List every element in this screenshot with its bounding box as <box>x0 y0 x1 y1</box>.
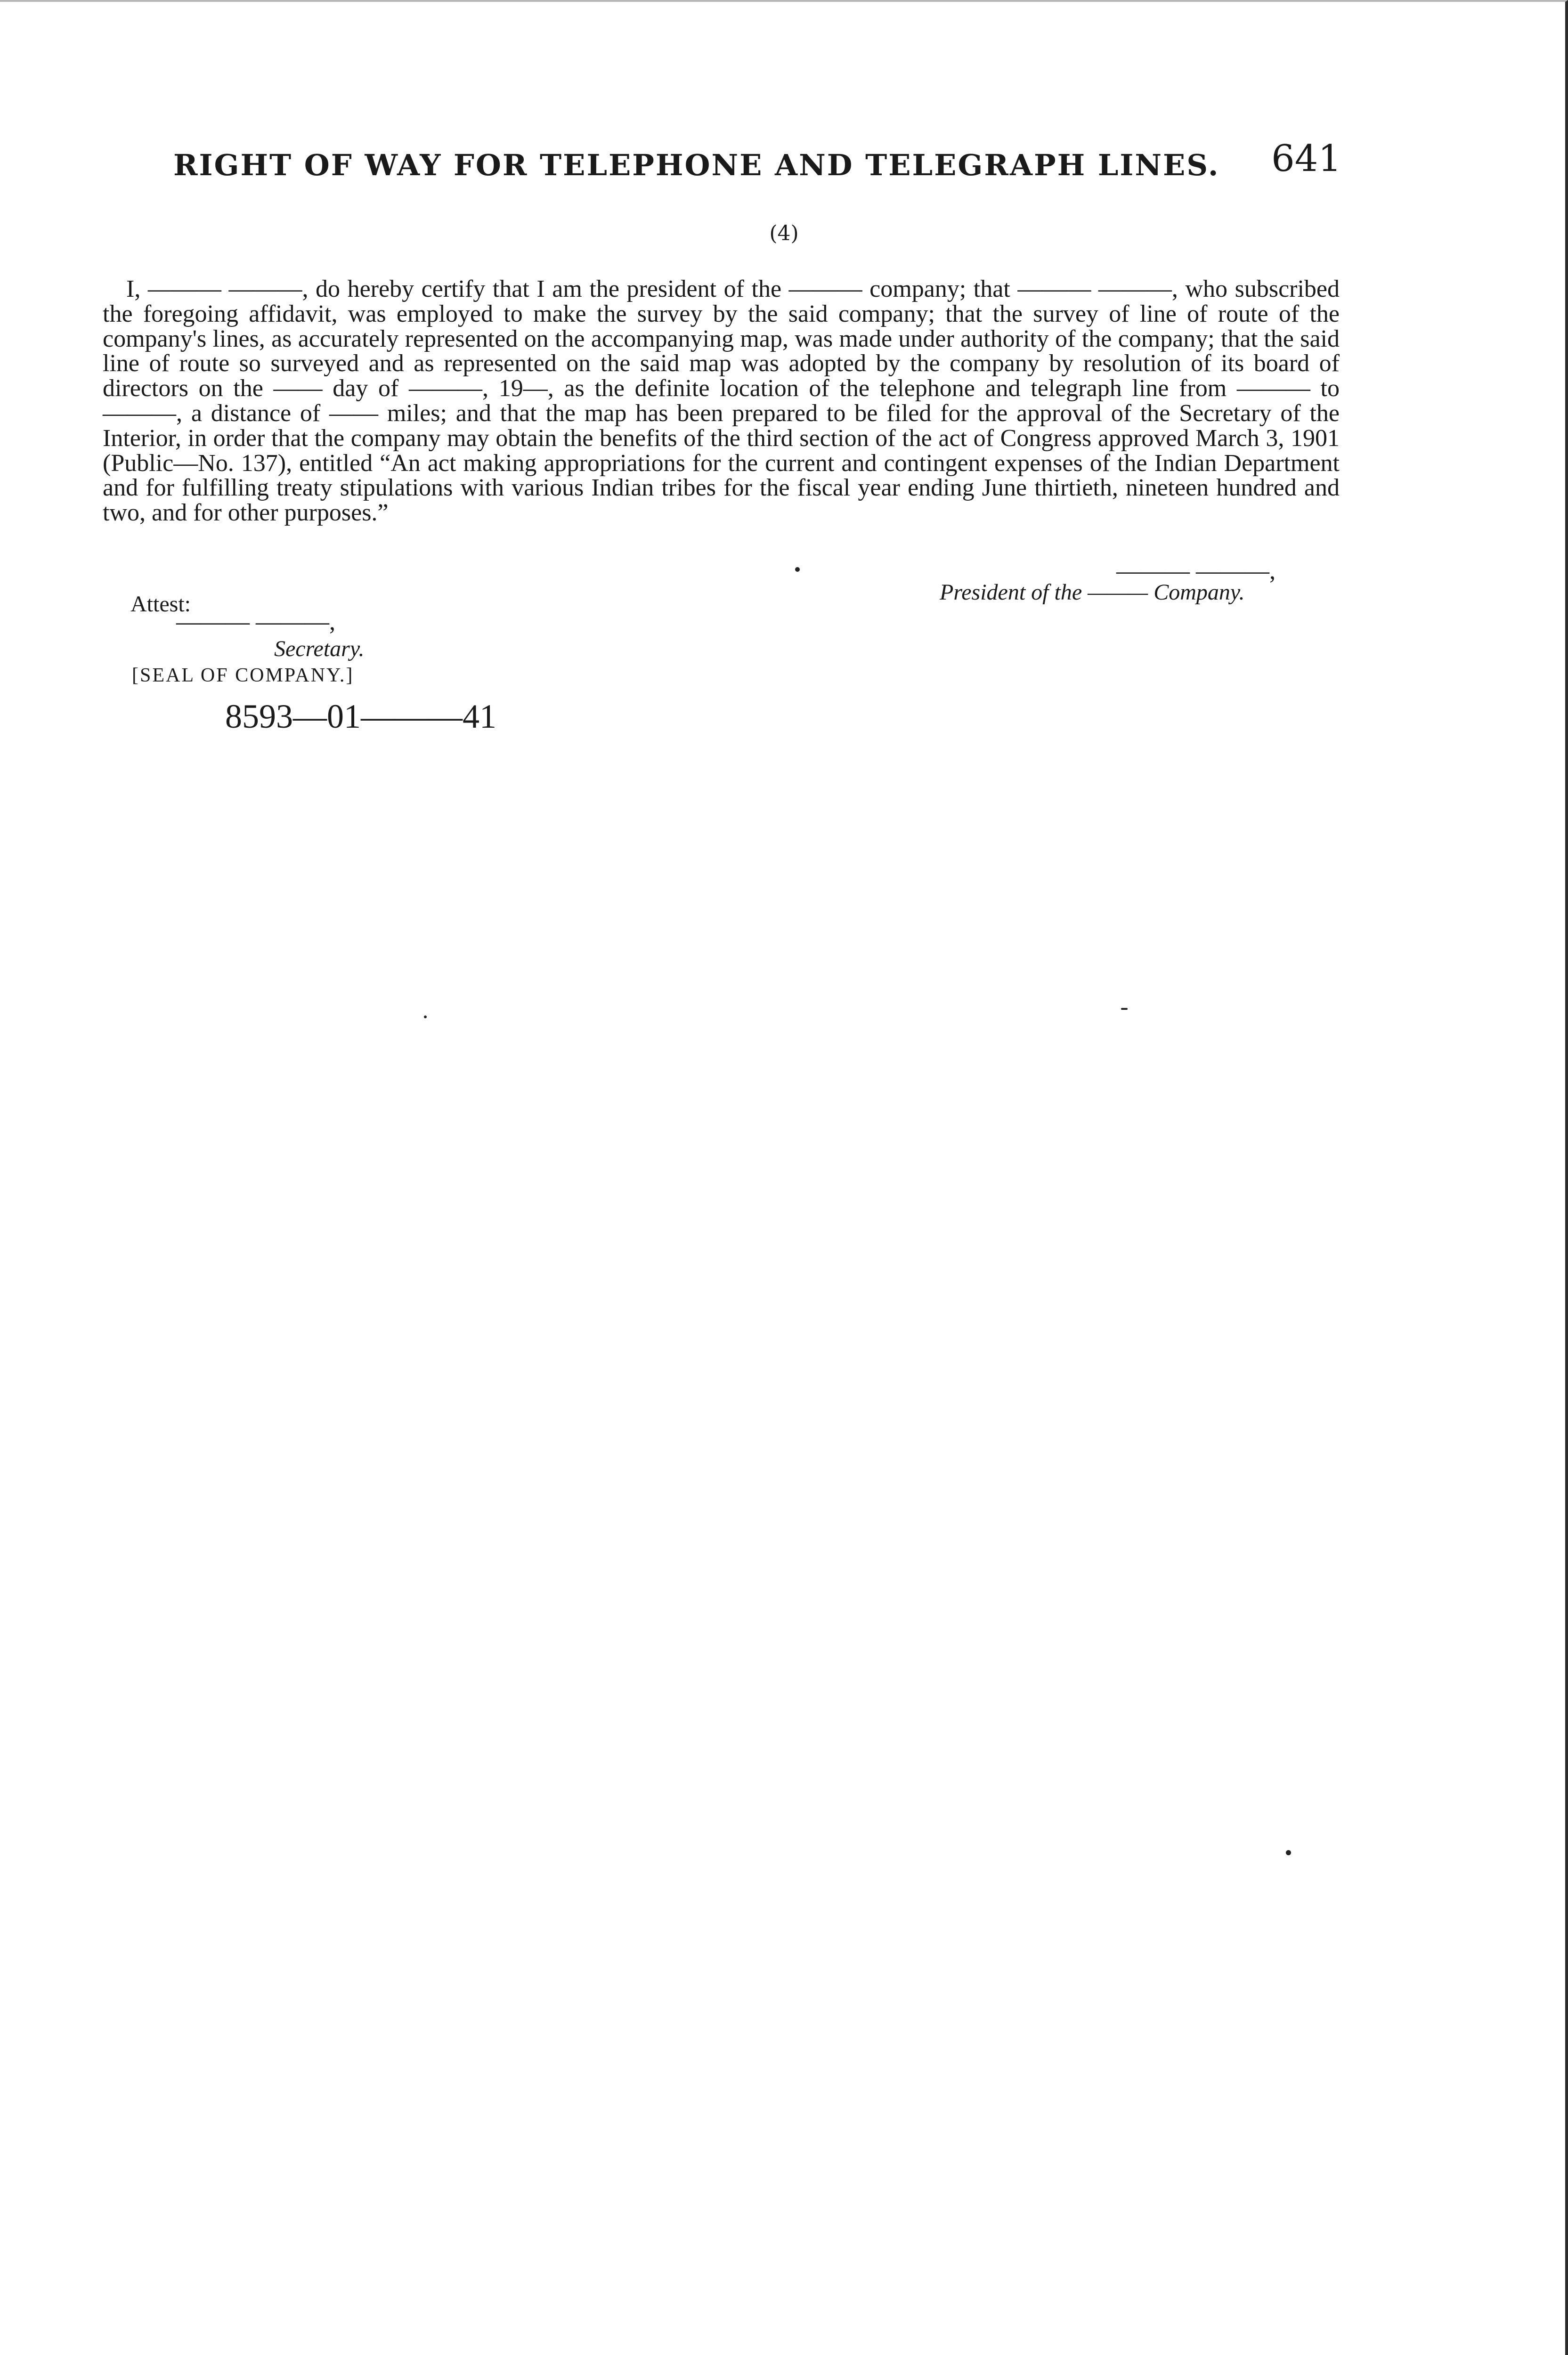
form-number: (4) <box>769 221 799 245</box>
print-code: 8593—01———41 <box>225 698 496 735</box>
ink-speck <box>1121 1008 1128 1010</box>
ink-speck <box>424 1015 427 1018</box>
ink-speck <box>1286 1850 1291 1855</box>
seal-note: [SEAL OF COMPANY.] <box>132 665 354 686</box>
secretary-signature-line: ——— ———, <box>176 609 335 635</box>
running-title: RIGHT OF WAY FOR TELEPHONE AND TELEGRAPH LINES. <box>173 148 1220 182</box>
secretary-title: Secretary. <box>274 636 365 661</box>
president-title: President of the ——— Company. <box>940 580 1245 605</box>
running-head <box>173 138 1341 185</box>
ink-speck <box>795 567 800 572</box>
page-number: 641 <box>1271 138 1341 180</box>
president-signature-line: ——— ———, <box>1116 558 1276 585</box>
certificate-text: I, ——— ———, do hereby certify that I am the president of the ——— company; that ——— ———, who subscribed the foregoing affidavit, was employed to make the survey by the said company; that the survey of line of route of the company's lines, as accurately represented on the accompanying map, was made under authority of the company; that the said line of route so surveyed and as represented on the said map was adopted by the company by resolution of its board of directors on the —— day of ———, 19—, as the definite location of the telephone and telegraph line from ——— to ———, a distance of —— miles; and that the map has been prepared to be filed for the approval of the Secretary of the Interior, in order that the company may obtain the benefits of the third section of the act of Congress approved March 3, 1901 (Public—No. 137), entitled “An act making appropriations for the current and contingent expenses of the Indian Department and for fulfilling treaty stipulations with various Indian tribes for the fiscal year ending June thirtieth, nineteen hundred and two, and for other purposes.” <box>103 276 1340 527</box>
attest-label: Attest: <box>130 592 191 617</box>
